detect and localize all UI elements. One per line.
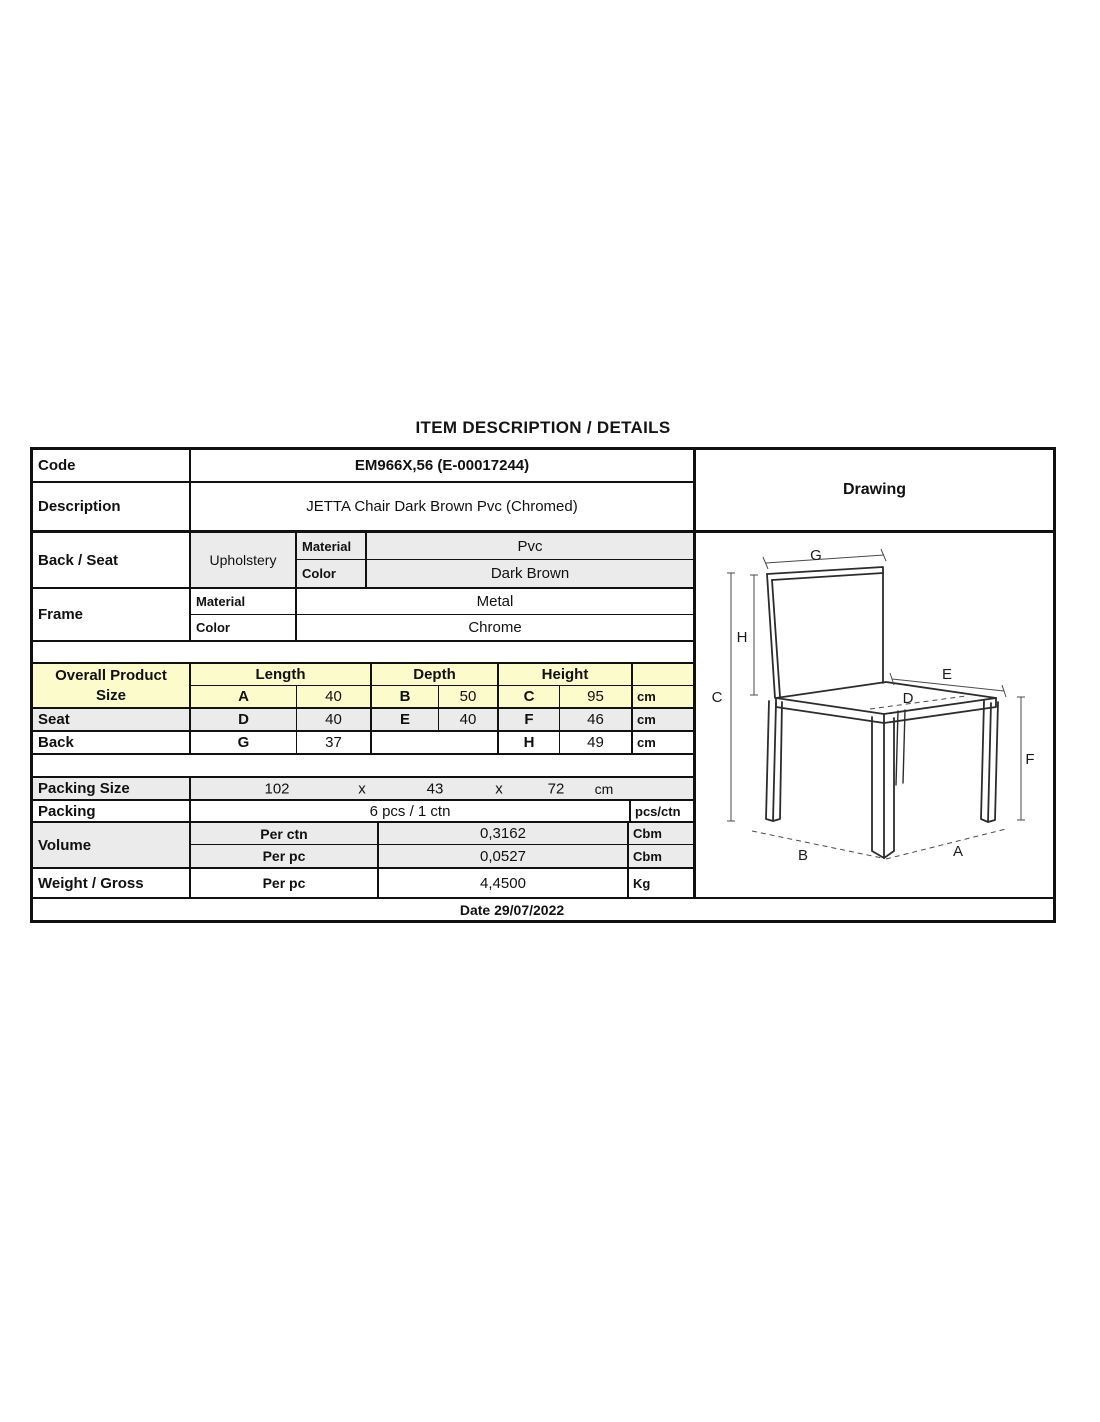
back-unit: cm — [637, 735, 656, 750]
packing-row — [33, 801, 693, 823]
chair-drawing — [696, 533, 1053, 897]
back-length-key: G — [191, 732, 297, 753]
seat-row — [33, 709, 693, 732]
seat-length-value: 40 — [297, 709, 372, 730]
overall-size-band — [33, 664, 693, 709]
code-row — [33, 450, 693, 483]
dim-label-d: D — [902, 690, 914, 707]
dim-label-a: A — [952, 843, 964, 860]
left-leg-outer-face — [766, 701, 776, 821]
size-header-unit-cell — [633, 664, 693, 685]
overall-depth-value: 50 — [439, 686, 499, 707]
dim-label-h: H — [736, 629, 748, 646]
frame-material-value: Metal — [476, 593, 514, 610]
weight-unit: Kg — [633, 875, 651, 891]
backrest-top-right-edge — [767, 567, 883, 683]
back-depth-empty-cell — [372, 732, 499, 753]
overall-unit: cm — [637, 689, 656, 704]
spacer-cell — [33, 755, 693, 776]
length-header: Length — [191, 664, 372, 685]
volume-per-ctn-value: 0,3162 — [379, 823, 629, 844]
spacer-row-2 — [33, 755, 693, 778]
drawing-area — [696, 533, 1053, 897]
seat-depth-value: 40 — [439, 709, 499, 730]
back-length-value: 37 — [297, 732, 372, 753]
back-height-value: 49 — [560, 732, 633, 753]
spacer-row-1 — [33, 642, 693, 664]
back-seat-color-value: Dark Brown — [490, 565, 570, 582]
frame-material-row — [191, 589, 693, 615]
packing-size-row — [33, 778, 693, 801]
back-row — [33, 732, 693, 755]
volume-per-pc-key: Per pc — [191, 845, 379, 867]
date-value: Date 29/07/2022 — [459, 901, 565, 918]
dim-line-d — [870, 696, 966, 709]
volume-label: Volume — [33, 823, 191, 867]
frame-band — [33, 589, 693, 642]
seat-height-value: 46 — [560, 709, 633, 730]
volume-band — [33, 823, 693, 869]
seat-unit: cm — [637, 712, 656, 727]
overall-length-key: A — [191, 686, 297, 707]
packing-value: 6 pcs / 1 ctn — [191, 801, 631, 821]
spec-table-left — [33, 450, 693, 897]
frame-color-label: Color — [191, 615, 297, 640]
packing-label: Packing — [33, 801, 191, 821]
dim-label-c: C — [711, 689, 723, 706]
front-leg-right-face — [884, 718, 894, 858]
upholstery-label: Upholstery — [191, 533, 297, 587]
back-label: Back — [33, 732, 191, 753]
volume-per-ctn-unit: Cbm — [633, 826, 662, 841]
weight-row — [33, 869, 693, 897]
dim-line-g — [763, 549, 886, 569]
volume-per-pc-unit: Cbm — [633, 848, 662, 864]
frame-color-row — [191, 615, 693, 640]
volume-per-pc-row — [191, 845, 693, 867]
size-overall-row — [191, 686, 693, 707]
description-value: JETTA Chair Dark Brown Pvc (Chromed) — [306, 498, 578, 515]
packing-size-dim1: 102 — [264, 780, 290, 797]
seat-height-key: F — [499, 709, 560, 730]
back-seat-material-row — [297, 533, 693, 560]
weight-label: Weight / Gross — [33, 869, 191, 897]
weight-value: 4,4500 — [379, 869, 629, 897]
back-seat-band — [33, 533, 693, 589]
drawing-column — [693, 450, 1053, 897]
depth-header: Depth — [372, 664, 499, 685]
overall-size-subtable — [191, 664, 693, 707]
back-seat-material-label: Material — [297, 533, 367, 559]
frame-label: Frame — [33, 589, 191, 640]
front-leg-left-face — [872, 717, 884, 858]
description-label: Description — [33, 483, 191, 530]
chair-outline — [766, 567, 998, 858]
code-label: Code — [33, 450, 191, 481]
date-row — [33, 897, 1053, 920]
packing-size-unit: cm — [594, 780, 614, 797]
volume-subtable — [191, 823, 693, 867]
back-seat-label: Back / Seat — [33, 533, 191, 587]
dim-label-g: G — [810, 547, 822, 564]
packing-size-label: Packing Size — [33, 778, 191, 799]
overall-height-key: C — [499, 686, 560, 707]
seat-thickness — [776, 698, 996, 723]
packing-size-values — [191, 778, 693, 799]
weight-key: Per pc — [191, 869, 379, 897]
spacer-cell — [33, 642, 693, 662]
right-leg-outer-face — [981, 701, 991, 822]
overall-height-value: 95 — [560, 686, 633, 707]
dim-label-f: F — [1025, 751, 1035, 768]
packing-unit: pcs/ctn — [635, 803, 681, 819]
document-content — [30, 418, 1056, 923]
spec-table — [30, 447, 1056, 923]
back-height-key: H — [499, 732, 560, 753]
backrest-top-inner-edge — [772, 573, 883, 580]
overall-depth-key: B — [372, 686, 439, 707]
frame-material-label: Material — [191, 589, 297, 614]
volume-per-pc-value: 0,0527 — [379, 845, 629, 867]
dim-line-a — [886, 829, 1006, 859]
spec-table-main — [33, 450, 1053, 897]
drawing-title: Drawing — [696, 450, 1053, 533]
back-seat-material-value: Pvc — [517, 537, 543, 555]
dim-line-f — [1017, 697, 1025, 820]
overall-size-label — [33, 664, 191, 707]
frame-color-value: Chrome — [468, 619, 522, 636]
frame-subtable — [191, 589, 693, 640]
overall-size-label-line2: Size — [95, 686, 126, 704]
seat-length-key: D — [191, 709, 297, 730]
back-seat-subtable — [297, 533, 693, 587]
height-header: Height — [499, 664, 633, 685]
seat-label: Seat — [33, 709, 191, 730]
dimension-labels — [712, 547, 1035, 864]
overall-length-value: 40 — [297, 686, 372, 707]
packing-size-dim3: 72 — [547, 780, 565, 797]
seat-depth-key: E — [372, 709, 439, 730]
packing-size-dim2: 43 — [426, 780, 444, 797]
backrest-left-edge — [767, 574, 775, 698]
back-seat-color-row — [297, 560, 693, 587]
packing-size-sep2: x — [495, 780, 503, 797]
dim-label-b: B — [797, 847, 809, 864]
size-header-row — [191, 664, 693, 686]
volume-per-ctn-key: Per ctn — [191, 823, 379, 844]
overall-size-label-line1: Overall Product — [55, 666, 167, 684]
volume-per-ctn-row — [191, 823, 693, 845]
code-value: EM966X,56 (E-00017244) — [354, 457, 530, 474]
description-row — [33, 483, 693, 533]
back-seat-color-label: Color — [297, 560, 367, 587]
dim-line-b — [752, 831, 882, 858]
dim-line-c — [727, 573, 735, 821]
dim-line-h — [750, 575, 758, 695]
page-title: ITEM DESCRIPTION / DETAILS — [415, 418, 671, 437]
packing-size-sep1: x — [358, 780, 366, 797]
dim-label-e: E — [941, 666, 953, 683]
